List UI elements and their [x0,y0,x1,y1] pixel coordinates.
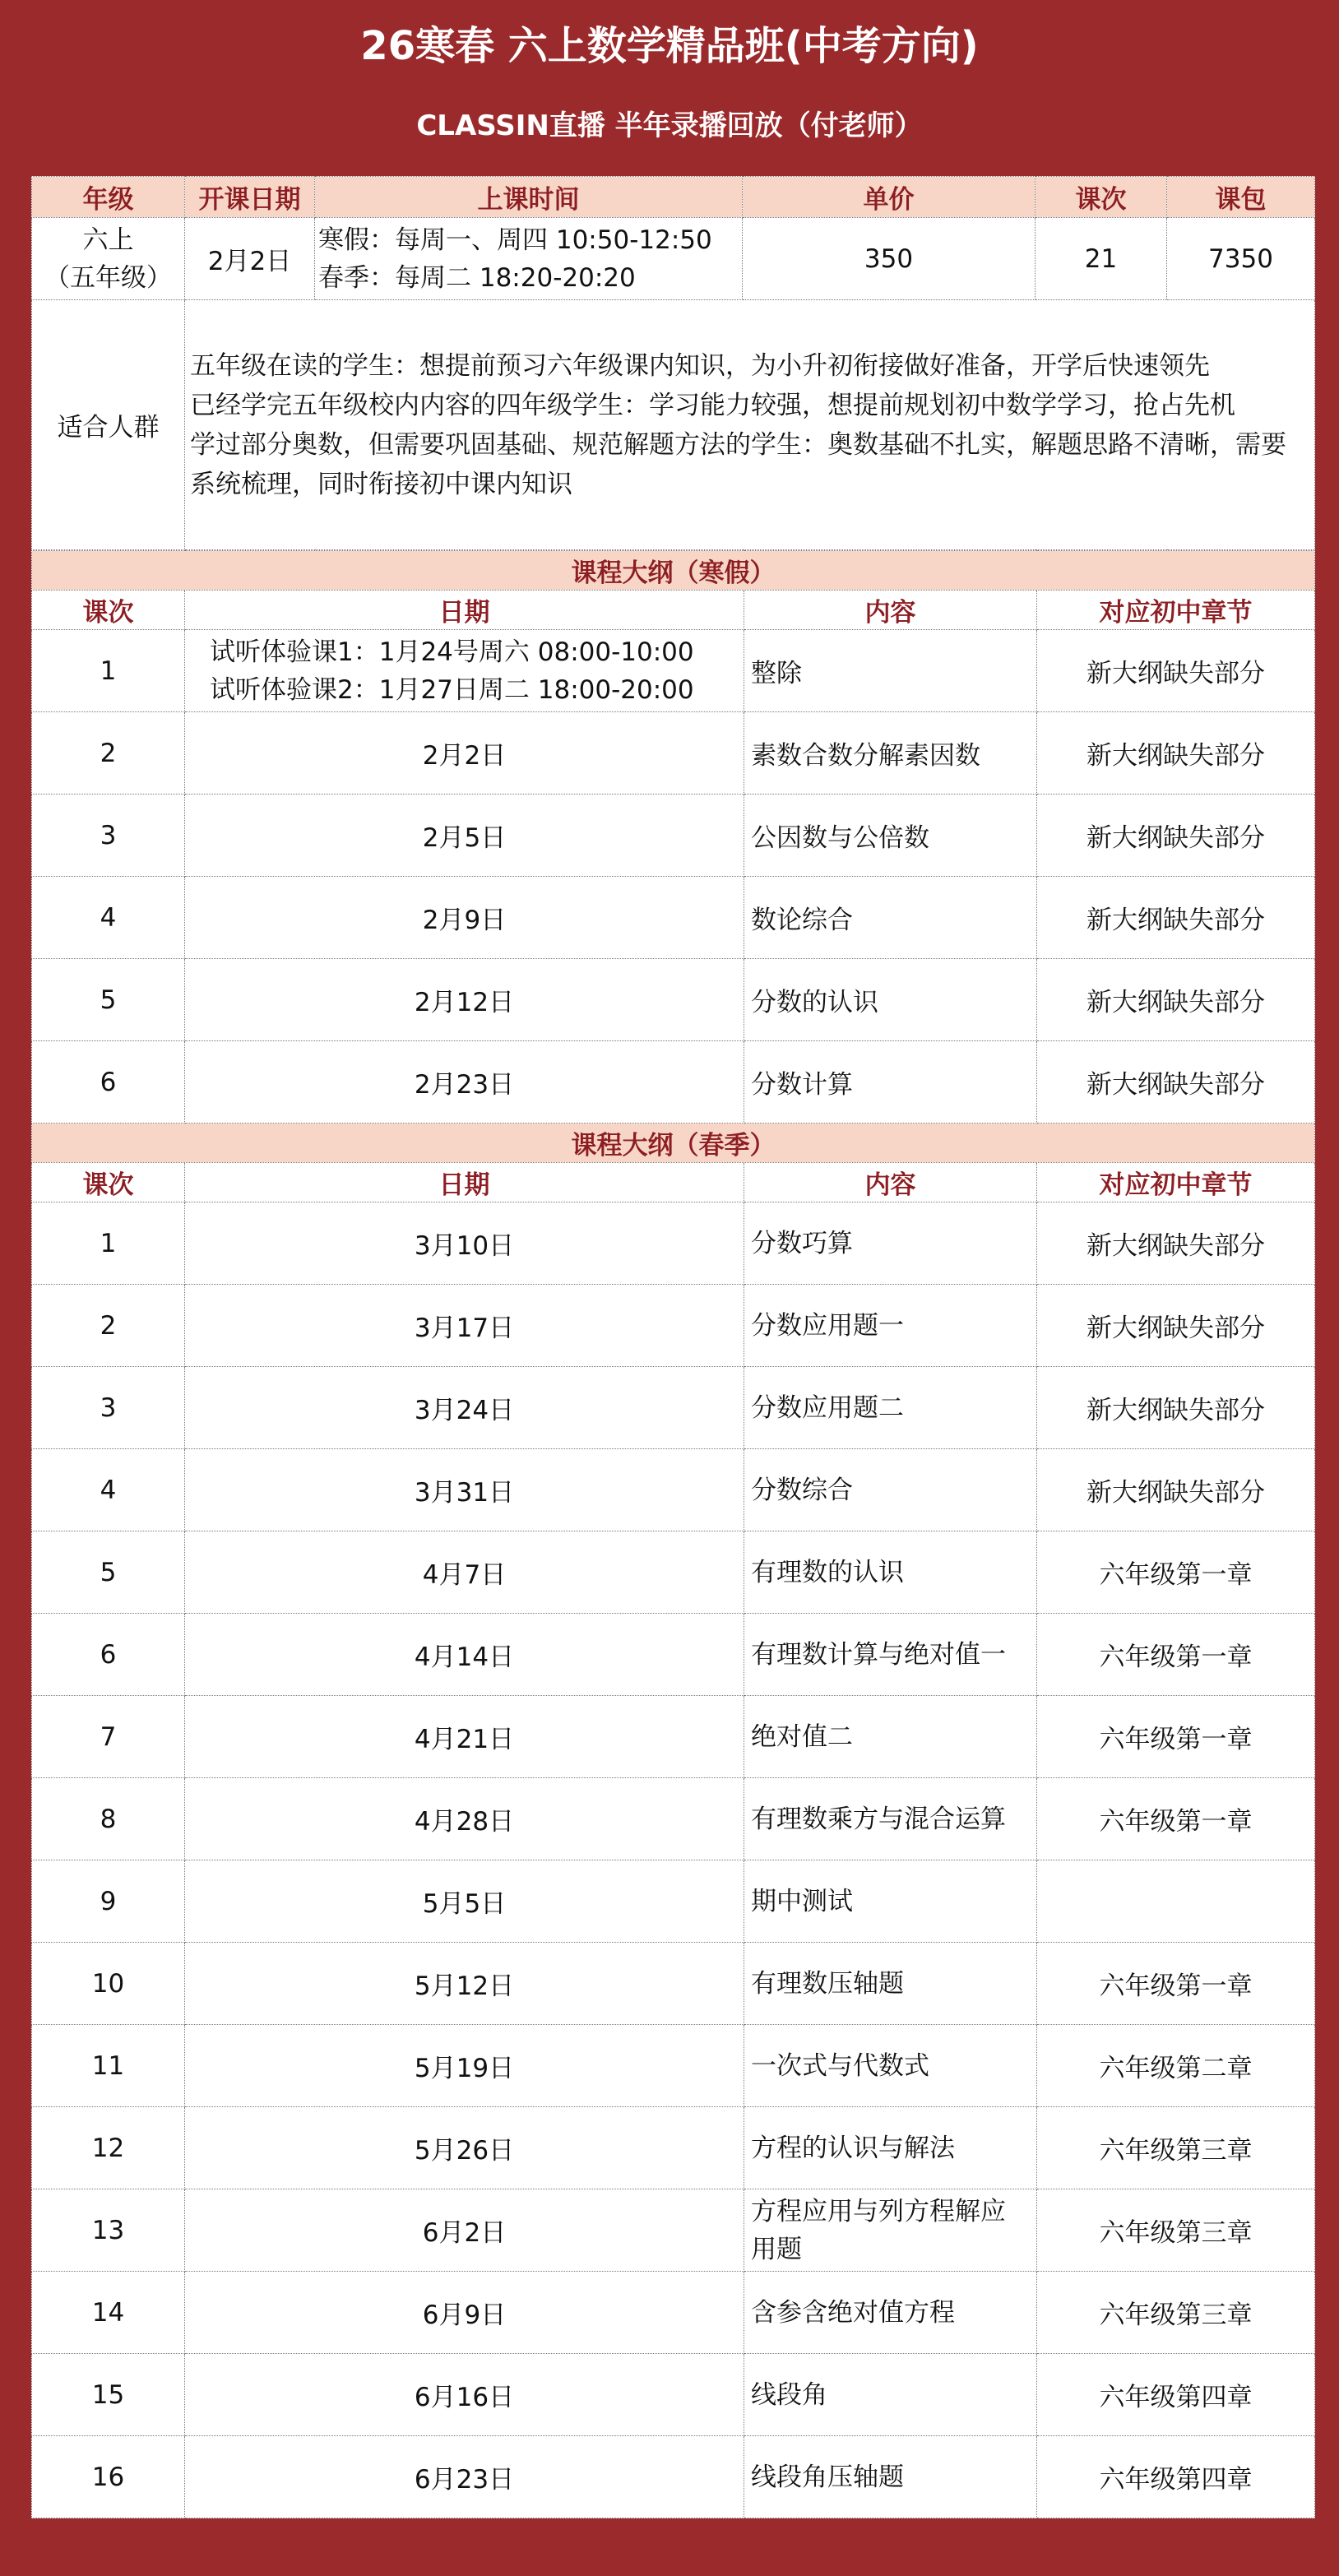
col-chapter: 对应初中章节 [1037,591,1315,630]
session-chapter: 六年级第三章 [1037,2189,1315,2272]
spring-section-title: 课程大纲（春季） [32,1124,1315,1163]
session-content: 分数综合 [744,1449,1037,1531]
session-no: 2 [32,712,185,795]
session-no: 5 [32,1531,185,1614]
poster-frame [13,12,1326,2563]
table-row [32,1285,1315,1367]
table-row [32,1614,1315,1696]
session-no: 5 [32,959,185,1041]
table-row [32,2025,1315,2107]
audience-text-3: 学过部分奥数，但需要巩固基础、规范解题方法的学生：奥数基础不扎实，解题思路不清晰，需要系统梳理，同时衔接初中课内知识 [190,429,1286,499]
time-spring: 春季：每周二 18:20-20:20 [318,262,636,293]
trial-dates-cell [185,630,744,712]
grade-line1: 六上 [82,225,134,255]
table-row [32,1367,1315,1449]
table-row [32,959,1315,1041]
winter-section-title: 课程大纲（寒假） [32,551,1315,591]
time-winter: 寒假：每周一、周四 10:50-12:50 [318,225,712,255]
session-content: 线段角 [744,2354,1037,2436]
session-date: 2月2日 [185,712,744,795]
session-date: 2月12日 [185,959,744,1041]
session-no: 15 [32,2354,185,2436]
session-date: 4月7日 [185,1531,744,1614]
session-chapter: 新大纲缺失部分 [1037,1449,1315,1531]
table-row [32,1778,1315,1860]
session-content: 数论综合 [744,877,1037,959]
package-cell: 7350 [1167,218,1315,300]
session-chapter: 六年级第一章 [1037,1778,1315,1860]
grade-line2: （五年级） [44,262,172,293]
table-row [32,1041,1315,1124]
col-chapter: 对应初中章节 [1037,1163,1315,1202]
session-date: 3月31日 [185,1449,744,1531]
session-chapter: 六年级第一章 [1037,1696,1315,1778]
audience-text-1: 五年级在读的学生：想提前预习六年级课内知识，为小升初衔接做好准备，开学后快速领先 [190,350,1210,381]
session-date: 3月10日 [185,1202,744,1285]
session-no: 7 [32,1696,185,1778]
session-no: 16 [32,2436,185,2518]
session-chapter: 六年级第一章 [1037,1531,1315,1614]
session-no: 3 [32,795,185,877]
session-content: 有理数压轴题 [744,1943,1037,2025]
session-content: 一次式与代数式 [744,2025,1037,2107]
session-date: 3月24日 [185,1367,744,1449]
spring-section-columns [32,1163,1315,1202]
table-row [32,2272,1315,2354]
header-package: 课包 [1167,177,1315,218]
session-date: 2月5日 [185,795,744,877]
header-sessions: 课次 [1036,177,1167,218]
table-row [32,1860,1315,1943]
session-no: 1 [32,1202,185,1285]
session-content: 绝对值二 [744,1696,1037,1778]
session-date: 3月17日 [185,1285,744,1367]
session-content: 有理数计算与绝对值一 [744,1614,1037,1696]
session-no: 10 [32,1943,185,2025]
session-chapter: 新大纲缺失部分 [1037,959,1315,1041]
session-date: 5月19日 [185,2025,744,2107]
session-content: 整除 [744,630,1037,712]
session-chapter: 新大纲缺失部分 [1037,795,1315,877]
session-content: 方程应用与列方程解应用题 [744,2189,1037,2272]
table-row [32,2436,1315,2518]
header-unit-price: 单价 [743,177,1036,218]
session-content: 分数计算 [744,1041,1037,1124]
session-chapter: 新大纲缺失部分 [1037,1367,1315,1449]
table-row [32,1531,1315,1614]
session-content: 分数的认识 [744,959,1037,1041]
session-chapter: 六年级第三章 [1037,2107,1315,2189]
sessions-cell: 21 [1036,218,1167,300]
session-no: 4 [32,877,185,959]
session-chapter: 新大纲缺失部分 [1037,877,1315,959]
session-date: 5月26日 [185,2107,744,2189]
audience-row [32,300,1315,550]
audience-text-cell [185,300,1315,550]
trial-class-2: 试听体验课2：1月27日周二 18:00-20:00 [210,674,694,705]
info-header-row [32,177,1315,218]
info-row [32,218,1315,300]
session-no: 2 [32,1285,185,1367]
session-chapter: 六年级第二章 [1037,2025,1315,2107]
session-content: 方程的认识与解法 [744,2107,1037,2189]
winter-section [32,551,1315,591]
session-date: 6月9日 [185,2272,744,2354]
audience-label: 适合人群 [32,300,185,550]
grade-cell [32,218,185,300]
session-chapter: 新大纲缺失部分 [1037,630,1315,712]
session-date: 2月23日 [185,1041,744,1124]
class-time-cell [315,218,743,300]
session-content: 素数合数分解素因数 [744,712,1037,795]
session-date: 4月28日 [185,1778,744,1860]
session-content: 分数应用题二 [744,1367,1037,1449]
session-date: 2月9日 [185,877,744,959]
session-no: 3 [32,1367,185,1449]
session-chapter: 六年级第一章 [1037,1614,1315,1696]
session-no: 13 [32,2189,185,2272]
session-no: 14 [32,2272,185,2354]
session-content: 有理数的认识 [744,1531,1037,1614]
col-content: 内容 [744,591,1037,630]
session-date: 5月12日 [185,1943,744,2025]
audience-text-2: 已经学完五年级校内内容的四年级学生：学习能力较强，想提前规划初中数学学习，抢占先机 [190,390,1235,420]
session-date: 6月16日 [185,2354,744,2436]
table-row [32,1943,1315,2025]
header-start-date: 开课日期 [185,177,315,218]
session-chapter: 六年级第一章 [1037,1943,1315,2025]
header-grade: 年级 [32,177,185,218]
session-no: 8 [32,1778,185,1860]
session-content: 期中测试 [744,1860,1037,1943]
session-no: 6 [32,1041,185,1124]
session-date: 4月14日 [185,1614,744,1696]
session-chapter: 六年级第四章 [1037,2436,1315,2518]
col-content: 内容 [744,1163,1037,1202]
poster-subtitle: CLASSIN直播 半年录播回放（付老师） [416,109,923,142]
session-date: 4月21日 [185,1696,744,1778]
start-date-cell: 2月2日 [185,218,315,300]
session-no: 6 [32,1614,185,1696]
session-chapter: 新大纲缺失部分 [1037,712,1315,795]
session-date: 5月5日 [185,1860,744,1943]
table-row [32,2107,1315,2189]
session-content: 公因数与公倍数 [744,795,1037,877]
session-no: 12 [32,2107,185,2189]
table-row [32,877,1315,959]
poster-title: 26寒春 六上数学精品班(中考方向) [360,23,979,69]
col-session: 课次 [32,1163,185,1202]
session-no: 1 [32,630,185,712]
session-chapter: 新大纲缺失部分 [1037,1202,1315,1285]
session-chapter: 新大纲缺失部分 [1037,1285,1315,1367]
table-row [32,795,1315,877]
session-chapter: 六年级第三章 [1037,2272,1315,2354]
session-content: 分数应用题一 [744,1285,1037,1367]
unit-price-cell: 350 [743,218,1036,300]
outline-table [31,550,1315,2518]
table-row [32,1202,1315,1285]
col-date: 日期 [185,1163,744,1202]
header-class-time: 上课时间 [315,177,743,218]
spring-section [32,1124,1315,1163]
session-chapter [1037,1860,1315,1943]
table-row [32,1696,1315,1778]
session-content: 分数巧算 [744,1202,1037,1285]
session-no: 9 [32,1860,185,1943]
session-content: 线段角压轴题 [744,2436,1037,2518]
session-no: 4 [32,1449,185,1531]
table-row [32,2189,1315,2272]
table-row [32,1449,1315,1531]
winter-section-columns [32,591,1315,630]
col-date: 日期 [185,591,744,630]
trial-class-1: 试听体验课1：1月24号周六 08:00-10:00 [210,637,694,667]
session-content: 含参含绝对值方程 [744,2272,1037,2354]
table-row [32,712,1315,795]
col-session: 课次 [32,591,185,630]
session-date: 6月2日 [185,2189,744,2272]
course-table [31,176,1315,550]
table-row [32,630,1315,712]
session-content: 有理数乘方与混合运算 [744,1778,1037,1860]
session-no: 11 [32,2025,185,2107]
session-chapter: 新大纲缺失部分 [1037,1041,1315,1124]
table-row [32,2354,1315,2436]
session-date: 6月23日 [185,2436,744,2518]
session-chapter: 六年级第四章 [1037,2354,1315,2436]
